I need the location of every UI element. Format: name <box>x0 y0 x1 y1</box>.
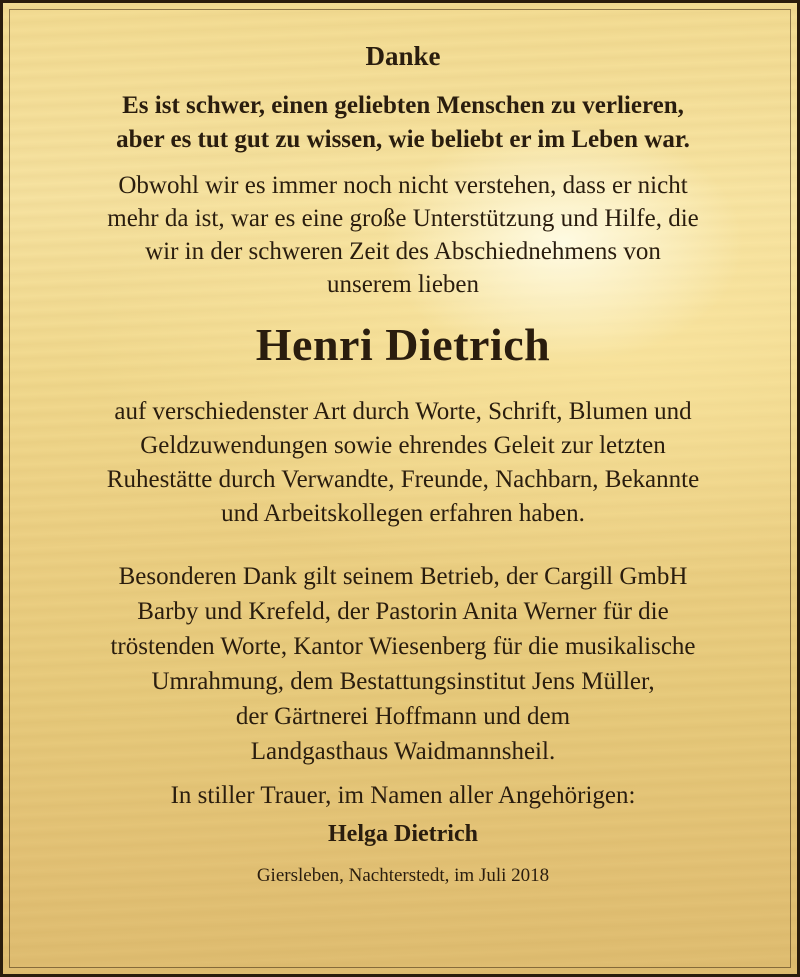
intro-line: unserem lieben <box>326 271 480 298</box>
special-thanks-line: Besonderen Dank gilt seinem Betrieb, der Cargill GmbH <box>118 563 688 590</box>
support-line: auf verschiedenster Art durch Worte, Schrift, Blumen und <box>114 398 692 425</box>
support-paragraph <box>3 395 800 531</box>
notice-content <box>3 3 800 889</box>
title-text: Danke <box>365 41 441 71</box>
special-thanks-line: Landgasthaus Waidmannsheil. <box>250 738 556 765</box>
lead-line: Es ist schwer, einen geliebten Menschen zu verlieren, <box>122 92 684 119</box>
support-line: Ruhestätte durch Verwandte, Freunde, Nachbarn, Bekannte <box>106 466 700 493</box>
intro-line: mehr da ist, war es eine große Unterstützung und Hilfe, die <box>107 205 699 232</box>
lead-line: aber es tut gut zu wissen, wie beliebt er im Leben war. <box>116 126 690 153</box>
special-thanks-line: tröstenden Worte, Kantor Wiesenberg für die musikalische <box>110 633 696 660</box>
intro-line: Obwohl wir es immer noch nicht verstehen, dass er nicht <box>118 172 688 199</box>
notice-title <box>3 39 800 73</box>
deceased-name <box>3 315 800 375</box>
support-line: und Arbeitskollegen erfahren haben. <box>221 500 585 527</box>
closing-text: In stiller Trauer, im Namen aller Angehörigen: <box>170 782 636 809</box>
closing-line <box>3 779 800 813</box>
place-date-text: Giersleben, Nachterstedt, im Juli 2018 <box>256 865 550 886</box>
special-thanks-line: der Gärtnerei Hoffmann und dem <box>235 703 571 730</box>
signer-name <box>3 817 800 851</box>
special-thanks-line: Umrahmung, dem Bestattungsinstitut Jens Müller, <box>151 668 655 695</box>
intro-line: wir in der schweren Zeit des Abschiednehmens von <box>145 238 661 265</box>
intro-paragraph <box>3 169 800 301</box>
special-thanks-paragraph <box>3 559 800 769</box>
support-line: Geldzuwendungen sowie ehrendes Geleit zur letzten <box>140 432 666 459</box>
place-date <box>3 863 800 889</box>
lead-paragraph <box>3 89 800 157</box>
special-thanks-line: Barby und Krefeld, der Pastorin Anita Werner für die <box>137 598 669 625</box>
signer-text: Helga Dietrich <box>328 821 478 847</box>
deceased-name-text: Henri Dietrich <box>255 319 551 370</box>
